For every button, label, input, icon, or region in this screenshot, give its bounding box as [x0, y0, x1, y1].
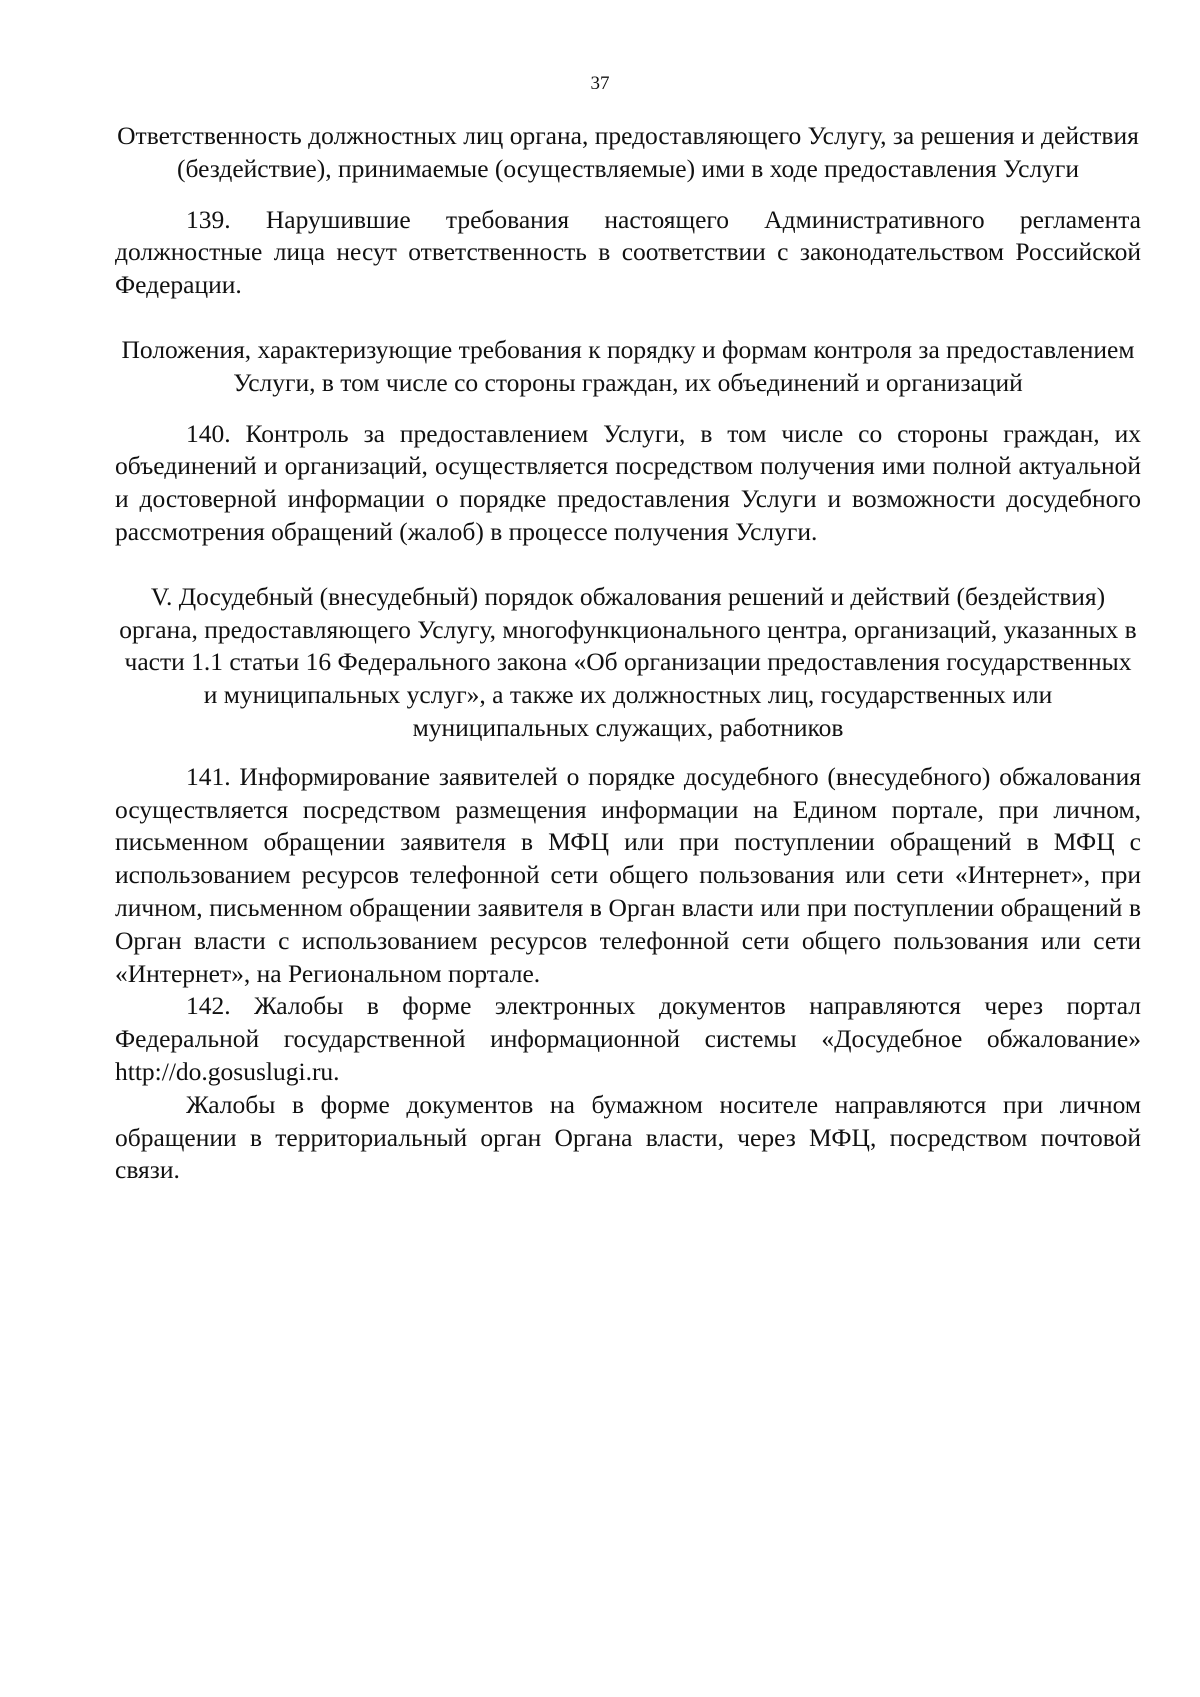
document-body — [115, 120, 1141, 1187]
section-heading-appeal: V. Досудебный (внесудебный) порядок обжалования решений и действий (бездействия) органа, предоставляющего Услугу, многофункционального центра, организаций, указанных в части 1.1 статьи 16 Федерального закона «Об организации предоставления государственных и муниципальных услуг», а также их должностных лиц, государственных или муниципальных служащих, работников — [119, 581, 1137, 742]
paragraph-142-continued: Жалобы в форме документов на бумажном носителе направляются при личном обращении в территориальный орган Органа власти, через МФЦ, посредством почтовой связи. — [115, 1089, 1141, 1185]
paragraph-139: 139. Нарушившие требования настоящего Административного регламента должностные лица несут ответственность в соответствии с законодательством Российской Федерации. — [115, 204, 1141, 300]
page-number: 37 — [590, 73, 610, 94]
section-heading-control: Положения, характеризующие требования к порядку и формам контроля за предоставлением Услуги, в том числе со стороны граждан, их объединений и организаций — [121, 334, 1135, 397]
paragraph-140: 140. Контроль за предоставлением Услуги, в том числе со стороны граждан, их объединений и организаций, осуществляется посредством получения ими полной актуальной и достоверной информации о порядке предоставления Услуги и возможности досудебного рассмотрения обращений (жалоб) в процессе получения Услуги. — [115, 418, 1141, 546]
paragraph-142: 142. Жалобы в форме электронных документов направляются через портал Федеральной государственной информационной системы «Досудебное обжалование» http://do.gosuslugi.ru. — [115, 991, 1141, 1086]
paragraph-141: 141. Информирование заявителей о порядке досудебного (внесудебного) обжалования осуществляется посредством размещения информации на Едином портале, при личном, письменном обращении заявителя в МФЦ или при поступлении обращений в МФЦ с использованием ресурсов телефонной сети общего пользования или сети «Интернет», при личном, письменном обращении заявителя в Орган власти или при поступлении обращений в Орган власти с использованием ресурсов телефонной сети общего пользования или сети «Интернет», на Региональном портале. — [115, 761, 1141, 988]
section-heading-responsibility: Ответственность должностных лиц органа, предоставляющего Услугу, за решения и действия (бездействие), принимаемые (осуществляемые) ими в ходе предоставления Услуги — [117, 121, 1139, 183]
